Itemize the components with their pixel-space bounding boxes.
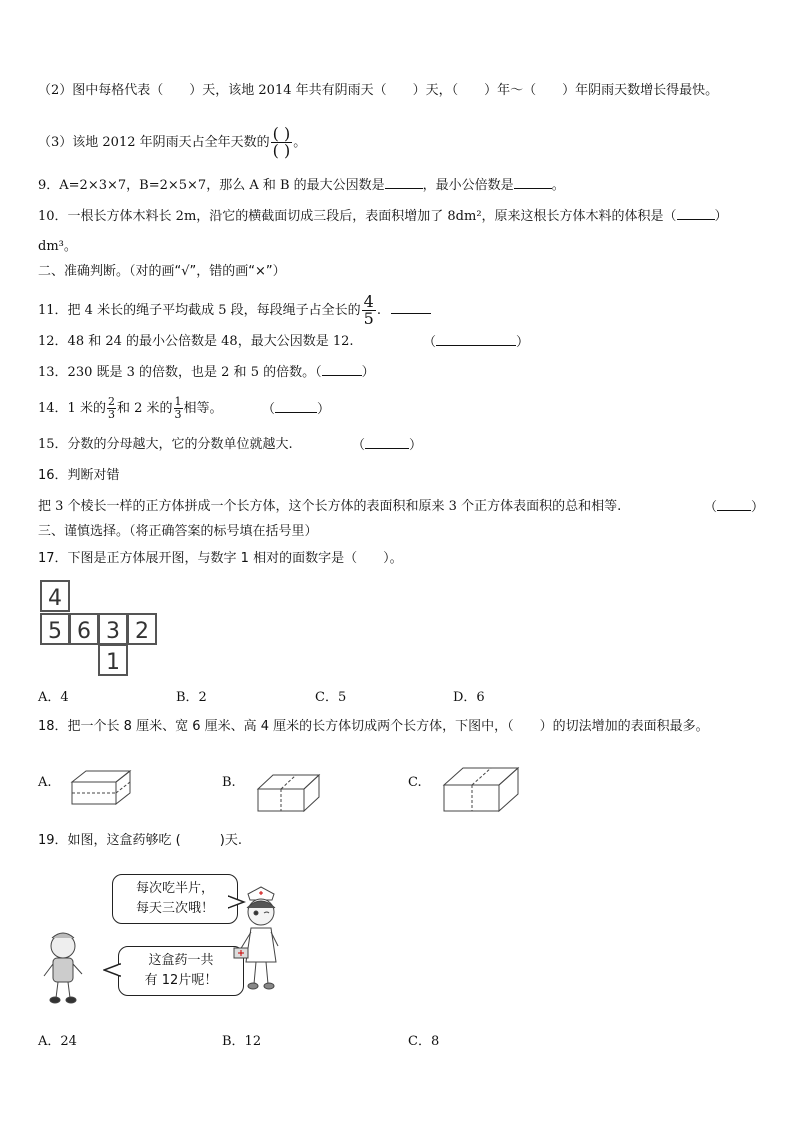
section-2-heading: 二、准确判断。（对的画“√”，错的画“×”） <box>38 264 286 279</box>
question-18: 18．把一个长 8 厘米、宽 6 厘米、高 4 厘米的长方体切成两个长方体，下图中，（ ）的切法增加的表面积最多。 <box>38 719 709 734</box>
bubble-tail-icon <box>103 960 121 980</box>
option-d[interactable]: D．6 <box>453 690 485 705</box>
fraction: $\frac{4}{5}$ <box>363 292 374 328</box>
answer-blank[interactable] <box>717 498 751 511</box>
question-16-answer: （ ） <box>704 500 765 515</box>
cuboid-cut-a <box>68 768 134 808</box>
question-13: 13．230 既是 3 的倍数，也是 2 和 5 的倍数。（ ） <box>38 365 375 380</box>
net-face-label: 5 <box>48 619 62 644</box>
fraction: $\frac{2}{3}$ <box>107 395 115 421</box>
net-face-label: 3 <box>106 619 120 644</box>
question-8-part-2: （2）图中每格代表（ ）天，该地 2014 年共有阴雨天（ ）天，（ ）年～（ ）年阴雨天数增长得最快。 <box>38 83 719 98</box>
speech-bubble-nurse: 每次吃半片， 每天三次哦！ <box>112 874 238 924</box>
option-b[interactable]: B. <box>222 775 236 790</box>
answer-blank[interactable] <box>365 436 409 449</box>
question-9: 9．A=2×3×7，B=2×5×7，那么 A 和 B 的最大公因数是 ，最小公倍数是 。 <box>38 178 565 193</box>
net-face-label: 2 <box>135 619 149 644</box>
cuboid-cut-b <box>255 771 323 815</box>
child-illustration <box>38 928 88 1008</box>
answer-blank[interactable] <box>677 207 715 220</box>
question-12: 12．48 和 24 的最小公倍数是 48，最大公因数是 12. <box>38 334 354 349</box>
answer-blank[interactable] <box>275 400 317 413</box>
question-14: 14．1 米的 $\frac{2}{3}$ 和 2 米的 $\frac{1}{3}$ 相等。 <box>38 395 223 421</box>
option-b[interactable]: B．12 <box>222 1034 262 1049</box>
cube-net-figure <box>38 578 162 680</box>
net-face-label: 6 <box>77 619 91 644</box>
net-face-label: 4 <box>48 586 62 611</box>
section-3-heading: 三、谨慎选择。（将正确答案的标号填在括号里） <box>38 524 318 539</box>
option-a[interactable]: A．4 <box>38 690 69 705</box>
question-15: 15．分数的分母越大，它的分数单位就越大. <box>38 437 293 452</box>
answer-blank[interactable] <box>391 301 431 314</box>
net-face-label: 1 <box>106 650 120 675</box>
fraction: $\frac{1}{3}$ <box>174 395 182 421</box>
nurse-illustration <box>232 884 290 994</box>
question-16-title: 16．判断对错 <box>38 468 120 483</box>
answer-blank[interactable] <box>322 363 362 376</box>
option-b[interactable]: B．2 <box>176 690 207 705</box>
speech-bubble-child: 这盒药一共 有 12片呢！ <box>118 946 244 996</box>
option-c[interactable]: C. <box>408 775 422 790</box>
question-16: 把 3 个棱长一样的正方体拼成一个长方体，这个长方体的表面积和原来 3 个正方体表面积的总和相等. <box>38 499 622 514</box>
question-12-answer: （ ） <box>423 335 530 350</box>
option-c[interactable]: C．5 <box>315 690 347 705</box>
option-a[interactable]: A．24 <box>38 1034 77 1049</box>
question-8-part-3: （3）该地 2012 年阴雨天占全年天数的 $\frac{( )}{( )}$ 。 <box>38 124 307 160</box>
question-11: 11．把 4 米长的绳子平均截成 5 段，每段绳子占全长的 $\frac{4}{5}$ . <box>38 294 431 327</box>
question-19: 19．如图，这盒药够吃 ( )天. <box>38 833 242 848</box>
answer-blank[interactable] <box>385 176 423 189</box>
option-c[interactable]: C．8 <box>408 1034 440 1049</box>
question-17: 17．下图是正方体展开图，与数字 1 相对的面数字是（ ）。 <box>38 551 403 566</box>
question-14-answer: （ ） <box>262 402 331 417</box>
option-a[interactable]: A. <box>38 775 52 790</box>
question-15-answer: （ ） <box>352 438 423 453</box>
cuboid-cut-c <box>441 765 521 815</box>
question-10: 10．一根长方体木料长 2m，沿它的横截面切成三段后，表面积增加了 8dm²，原来这根长方体木料的体积是（ ） <box>38 209 728 224</box>
answer-blank[interactable] <box>514 176 552 189</box>
answer-blank[interactable] <box>436 333 516 346</box>
fraction-blank: $\frac{( )}{( )}$ <box>272 124 291 160</box>
question-10-unit: dm³。 <box>38 239 77 254</box>
